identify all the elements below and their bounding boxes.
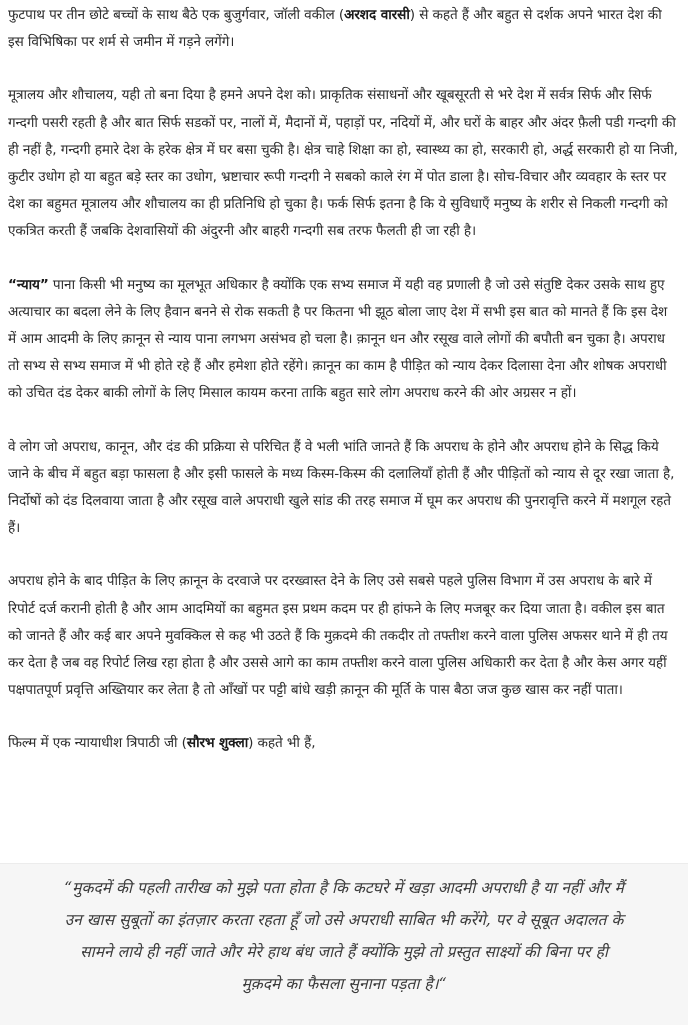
paragraph-2: मूत्रालय और शौचालय, यही तो बना दिया है हमने अपने देश को। प्राकृतिक संसाधनों और खूबसूरती से भरे देश में सर्वत्र सिर्फ और सिर्फ गन्दगी पसरी रहती है और बात सिर्फ सडकों पर, नालों में, मैदानों में, पहाड़ों पर, नदियों में, और घरों के बाहर और अंदर फ़ैली पडी गन्दगी की ही नहीं है, गन्दगी हमारे देश के हरेक क्षेत्र में घर बसा चुकी है। क्षेत्र चाहे शिक्षा का हो, स्वास्थ्य का हो, सरकारी हो, अर्द्ध सरकारी हो या निजी, कुटीर उधोग हो या बहुत बड़े स्तर का उधोग, भ्रष्टाचार रूपी गन्दगी ने सबको काले रंग में पोत डाला है। सोच-विचार और व्यवहार के स्तर पर देश का बहुमत मूत्रालय और शौचालय का ही प्रतिनिधि हो चुका है। फर्क सिर्फ इतना है कि ये सुविधाएँ मनुष्य के शरीर से निकली गन्दगी को एकत्रित करती हैं जबकि देशवासियों की अंदुरनी और बाहरी गन्दगी सब तरफ फैलती ही जा रही है।	[8, 87, 678, 240]
paragraph-1-text-a: फुटपाथ पर तीन छोटे बच्चों के साथ बैठे एक बुजुर्गवार, जॉली वकील (	[8, 7, 345, 23]
paragraph-6	[8, 730, 678, 757]
paragraph-4: वे लोग जो अपराध, कानून, और दंड की प्रक्रिया से परिचित हैं वे भली भांति जानते हैं कि अपराध के होने और अपराध होने के सिद्ध किये जाने के बीच में बहुत बड़ा फासला है और इसी फासले के मध्य किस्म-किस्म की दलालियाँ होती हैं और पीड़ितों को न्याय से दूर रखा जाता है, निर्दोषों को दंड दिलवाया जाता है और रसूख वाले अपराधी खुले सांड की तरह समाज में घूम कर अपराध की पुनरावृत्ति करने में मशगूल रहते हैं।	[8, 438, 675, 537]
paragraph-1-text-b: ) से कहते हैं और बहुत से दर्शक अपने भारत देश की इस विभिषिका पर शर्म से जमीन में गड़ने लगेंगे।	[8, 7, 662, 51]
actor-name-saurabh: सौरभ शुक्ला	[186, 735, 249, 752]
paragraph-5: अपराध होने के बाद पीड़ित के लिए क़ानून के दरवाजे पर दरख्वास्त देने के लिए उसे सबसे पहले पुलिस विभाग में उस अपराध के बारे में रिपोर्ट दर्ज करानी होती है और आम आदमियों का बहुमत इस प्रथम कदम पर ही हांफने के लिए मजबूर कर दिया जाता है। वकील इस बात को जानते हैं और कई बार अपने मुवक्किल से कह भी उठते हैं कि मुक़दमे की तकदीर तो तफ्तीश करने वाला पुलिस अफसर थाने में ही तय कर देता है जब वह रिपोर्ट लिख रहा होता है और उससे आगे का काम तफ्तीश करने वाला पुलिस अधिकारी कर देता है और केस अगर यहीं पक्षपातपूर्ण प्रवृत्ति अख्तियार कर लेता है तो आँखों पर पट्टी बांधे खड़ी क़ानून की मूर्ति के पास बैठा जज कुछ खास कर नहीं पाता।	[8, 573, 668, 699]
actor-name-arshad: अरशद वारसी	[344, 7, 410, 23]
paragraph-6-text-a: फिल्म में एक न्यायाधीश त्रिपाठी जी (	[8, 735, 187, 752]
nyay-keyword: “न्याय”	[8, 276, 49, 293]
paragraph-3-text: पाना किसी भी मनुष्य का मूलभूत अधिकार है क्योंकि एक सभ्य समाज में यही वह प्रणाली है जो उसे संतुष्टि देकर उसके साथ हुए अत्याचार का बदला लेने के लिए हैवान बनने से रोक सकती है पर कितना भी झूठ बोला जाए देश में सभी इस बात को मानते हैं कि इस देश में आम आदमी के लिए क़ानून से न्याय पाना लगभग असंभव हो चला है। क़ानून धन और रसूख वाले लोगों की बपौती बन चुका है। अपराध तो सभ्य से सभ्य समाज में भी होते रहे हैं और हमेशा होते रहेंगे। क़ानून का काम है पीड़ित को न्याय देकर दिलासा देना और शोषक अपराधी को उचित दंड देकर बाकी लोगों के लिए मिसाल कायम करना ताकि बहुत सारे लोग अपराध करने की ओर अग्रसर न हों।	[8, 276, 668, 402]
paragraph-6-text-b: ) कहते भी हैं,	[248, 735, 316, 752]
paragraph-1	[8, 2, 678, 56]
blockquote	[0, 863, 688, 1025]
quote-text: “मुकदमें की पहली तारीख को मुझे पता होता है कि कटघरे में खड़ा आदमी अपराधी है या नहीं और मैं उन खास सुबूतों का इंतज़ार करता रहता हूँ जो उसे अपराधी साबित भी करेंगे, पर वे सूबूत अदालत के सामने लाये ही नहीं जाते और मेरे हाथ बंध जाते हैं क्योंकि मुझे तो प्रस्तुत साक्ष्यों की बिना पर ही मुक़दमे का फैसला सुनाना पड़ता है।“	[64, 879, 624, 993]
paragraph-3	[8, 272, 678, 408]
